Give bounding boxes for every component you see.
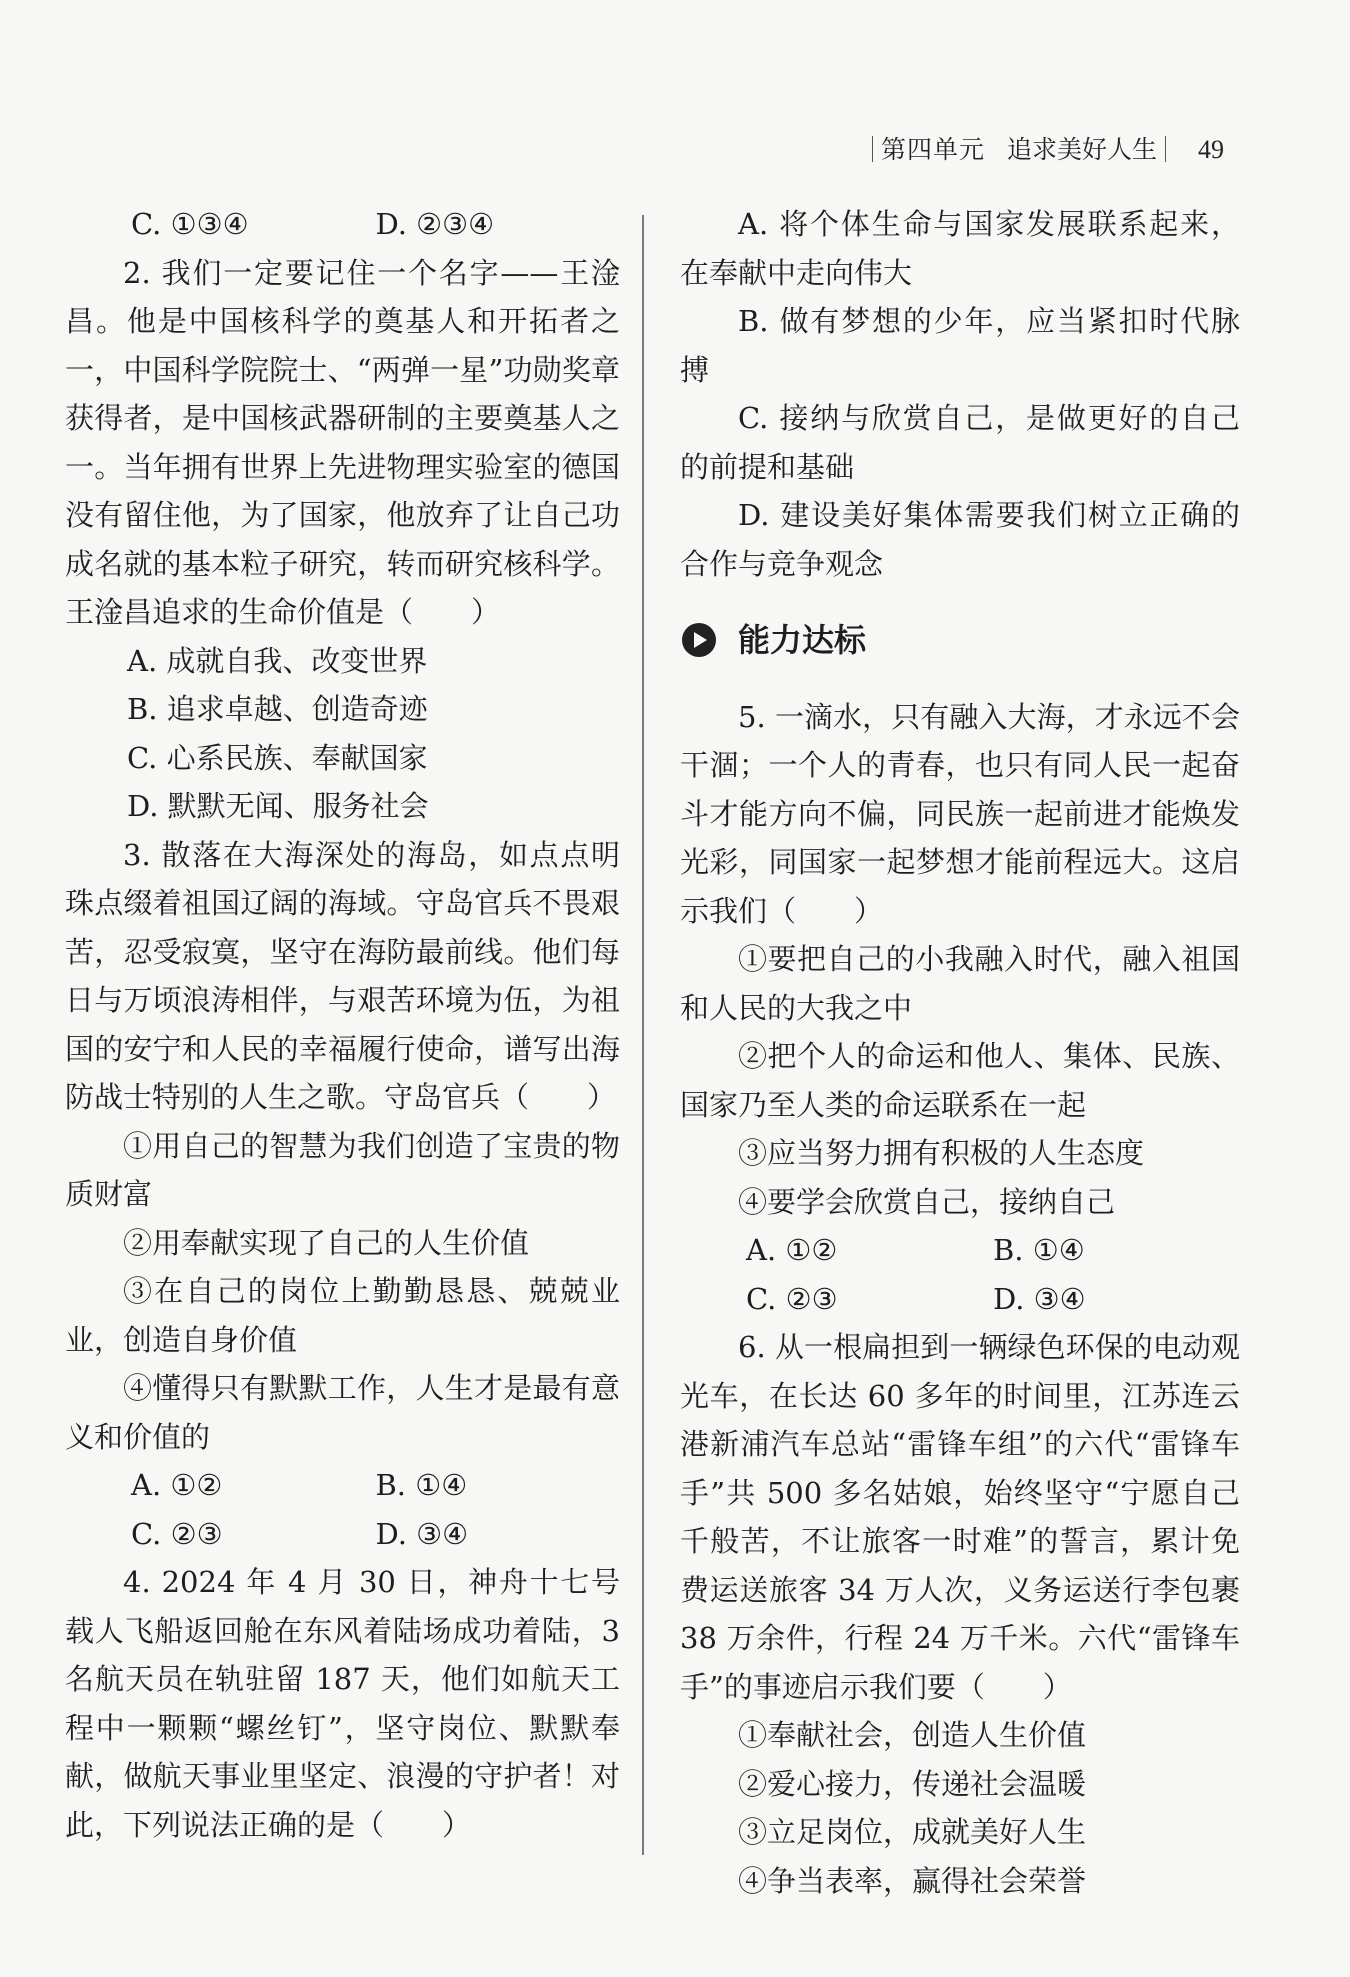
option-a: A. ①② — [746, 1233, 838, 1267]
option-c: C. ②③ — [131, 1516, 223, 1551]
q4-option-c: C. 接纳与欣赏自己，是做更好的自己的前提和基础 — [680, 401, 1240, 484]
right-column — [680, 200, 1240, 1905]
q2-option-d: D. 默默无闻、服务社会 — [127, 789, 429, 823]
q6-item-1: ①奉献社会，创造人生价值 — [738, 1718, 1087, 1752]
q3-item-4: ④懂得只有默默工作，人生才是最有意义和价值的 — [65, 1371, 620, 1454]
q5-item-3: ③应当努力拥有积极的人生态度 — [738, 1136, 1145, 1170]
column-divider — [642, 215, 644, 1855]
q1-options — [65, 200, 620, 249]
q3-item-2: ②用奉献实现了自己的人生价值 — [123, 1225, 530, 1260]
q5-options-row-2 — [680, 1275, 1240, 1324]
option-d: D. ②③④ — [375, 207, 495, 241]
q5-item-1: ①要把自己的小我融入时代，融入祖国和人民的大我之中 — [680, 942, 1240, 1025]
q5-options-row-1 — [680, 1226, 1240, 1275]
option-d: D. ③④ — [993, 1281, 1086, 1316]
header-divider — [1165, 136, 1166, 162]
unit-title: 追求美好人生 — [1007, 135, 1158, 164]
question-2-stem: 2. 我们一定要记住一个名字——王淦昌。他是中国核科学的奠基人和开拓者之一，中国科学院院士、“两弹一星”功勋奖章获得者，是中国核武器研制的主要奠基人之一。当年拥有世界上先进物理实验室的德国没有留住他，为了国家，他放弃了让自己功成名就的基本粒子研究，转而研究核科学。王淦昌追求的生命价值是（ ） — [65, 255, 620, 629]
option-b: B. ①④ — [375, 1468, 468, 1502]
q5-item-4: ④要学会欣赏自己，接纳自己 — [738, 1184, 1116, 1219]
question-4-stem: 4. 2024 年 4 月 30 日，神舟十七号载人飞船返回舱在东风着陆场成功着陆，3 名航天员在轨驻留 187 天，他们如航天工程中一颗颗“螺丝钉”，坚守岗位、默默奉献，做航天事业里坚定、浪漫的守护者！对此，下列说法正确的是（ ） — [65, 1565, 620, 1842]
question-5-stem: 5. 一滴水，只有融入大海，才永远不会干涸；一个人的青春，也只有同人民一起奋斗才能方向不偏，同民族一起前进才能焕发光彩，同国家一起梦想才能前程远大。这启示我们（ ） — [680, 699, 1240, 928]
header-divider — [872, 136, 873, 162]
unit-label: 第四单元 — [881, 135, 986, 164]
page-number: 49 — [1198, 135, 1225, 164]
q6-item-3: ③立足岗位，成就美好人生 — [738, 1815, 1087, 1849]
option-c: C. ①③④ — [131, 207, 249, 241]
left-column — [65, 200, 620, 1849]
q3-options-row-1 — [65, 1461, 620, 1510]
question-6-stem: 6. 从一根扁担到一辆绿色环保的电动观光车，在长达 60 多年的时间里，江苏连云港新浦汽车总站“雷锋车组”的六代“雷锋车手”共 500 多名姑娘，始终坚守“宁愿自己千般苦，不让旅客一时难”的誓言，累计免费运送旅客 34 万人次，义务运送行李包裹 38 万余件，行程 24 万千米。六代“雷锋车手”的事迹启示我们要（ ） — [680, 1330, 1240, 1704]
running-header — [864, 130, 1244, 170]
q6-item-4: ④争当表率，赢得社会荣誉 — [738, 1863, 1087, 1898]
q3-item-3: ③在自己的岗位上勤勤恳恳、兢兢业业，创造自身价值 — [65, 1274, 620, 1357]
q3-options-row-2 — [65, 1510, 620, 1559]
q4-option-b: B. 做有梦想的少年，应当紧扣时代脉搏 — [680, 304, 1240, 387]
section-title: 能力达标 — [738, 621, 867, 659]
q4-option-a: A. 将个体生命与国家发展联系起来，在奉献中走向伟大 — [680, 207, 1240, 290]
q2-option-c: C. 心系民族、奉献国家 — [127, 740, 428, 775]
question-3-stem: 3. 散落在大海深处的海岛，如点点明珠点缀着祖国辽阔的海域。守岛官兵不畏艰苦，忍受寂寞，坚守在海防最前线。他们每日与万顷浪涛相伴，与艰苦环境为伍，为祖国的安宁和人民的幸福履行使命，谱写出海防战士特别的人生之歌。守岛官兵（ ） — [65, 837, 620, 1114]
option-a: A. ①② — [131, 1468, 223, 1502]
play-circle-icon — [682, 623, 716, 657]
q5-item-2: ②把个人的命运和他人、集体、民族、国家乃至人类的命运联系在一起 — [680, 1039, 1240, 1122]
q2-option-a: A. 成就自我、改变世界 — [127, 643, 428, 678]
option-d: D. ③④ — [375, 1516, 469, 1551]
option-c: C. ②③ — [746, 1281, 838, 1316]
option-b: B. ①④ — [993, 1233, 1085, 1267]
q3-item-1: ①用自己的智慧为我们创造了宝贵的物质财富 — [65, 1128, 620, 1211]
q6-item-2: ②爱心接力，传递社会温暖 — [738, 1766, 1087, 1801]
q2-option-b: B. 追求卓越、创造奇迹 — [127, 692, 428, 726]
section-heading — [680, 616, 1240, 665]
q4-option-d: D. 建设美好集体需要我们树立正确的合作与竞争观念 — [680, 498, 1240, 581]
